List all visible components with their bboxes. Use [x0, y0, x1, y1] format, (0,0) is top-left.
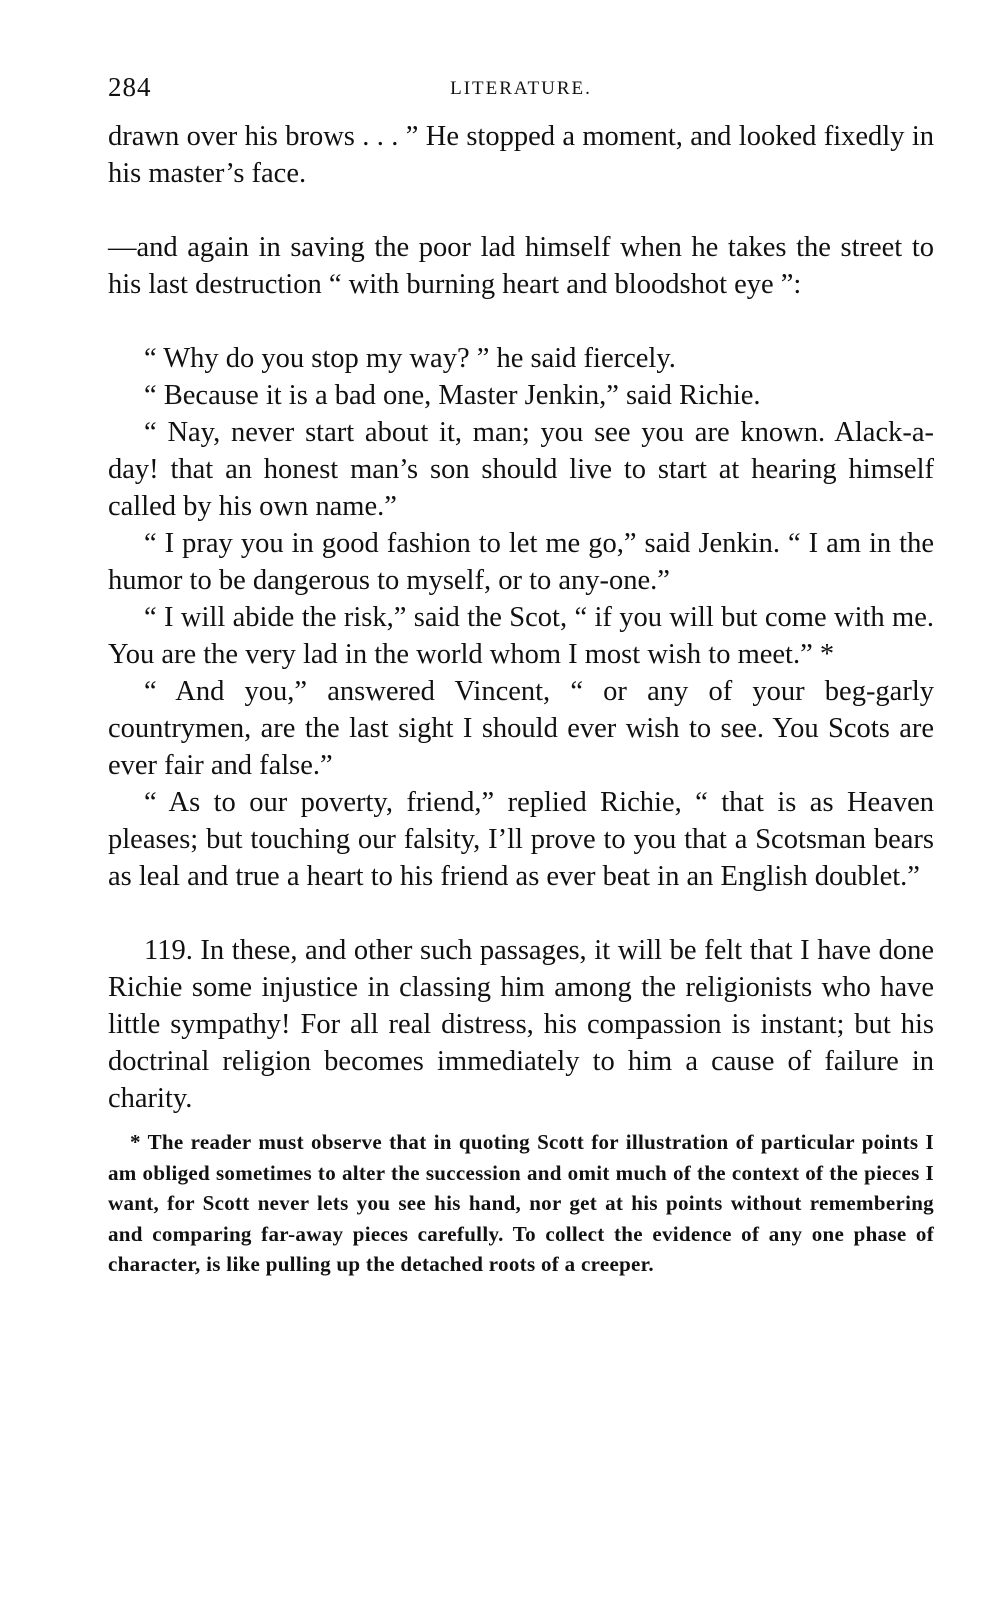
page-number: 284: [108, 72, 152, 102]
footnote: * The reader must observe that in quoting Scott for illustration of particular points I am obliged sometimes to alter the succession and omit much of the context of the pieces I want, for Scott never lets you see his hand, nor get at his points without remembering and comparing far-away pieces carefully. To collect the evidence of any one phase of character, is like pulling up the detached roots of a creeper.: [108, 1130, 934, 1276]
dialogue-line: “ Why do you stop my way? ” he said fiercely.: [144, 343, 676, 374]
quoted-dialogue: [108, 340, 934, 895]
dialogue-line: “ I will abide the risk,” said the Scot, “ if you will but come with me. You are the very lad in the world whom I most wish to meet.” *: [108, 602, 934, 670]
running-head: LITERATURE.: [450, 78, 592, 99]
page-header: [108, 70, 934, 110]
dialogue-line: “ Nay, never start about it, man; you see you are known. Alack-a-day! that an honest man’s son should live to start at hearing himself called by his own name.”: [108, 417, 934, 522]
dialogue-line: “ As to our poverty, friend,” replied Richie, “ that is as Heaven pleases; but touching our falsity, I’ll prove to you that a Scotsman bears as leal and true a heart to his friend as ever beat in an English doublet.”: [108, 787, 934, 892]
body-text: [108, 118, 934, 1117]
dialogue-line: “ And you,” answered Vincent, “ or any of your beg-garly countrymen, are the last sight I should ever wish to see. You Scots are ever fair and false.”: [108, 676, 934, 781]
section-119-paragraph: 119. In these, and other such passages, it will be felt that I have done Richie some injustice in classing him among the religionists who have little sympathy! For all real distress, his compassion is instant; but his doctrinal religion becomes immediately to him a cause of failure in charity.: [108, 935, 934, 1114]
dialogue-line: “ I pray you in good fashion to let me go,” said Jenkin. “ I am in the humor to be dangerous to myself, or to any-one.”: [108, 528, 934, 596]
book-page: [108, 70, 934, 1301]
intro-paragraph: —and again in saving the poor lad himself when he takes the street to his last destruction “ with burning heart and bloodshot eye ”:: [108, 232, 934, 300]
continuation-paragraph: drawn over his brows . . . ” He stopped a moment, and looked fixedly in his master’s face.: [108, 121, 934, 189]
dialogue-line: “ Because it is a bad one, Master Jenkin,” said Richie.: [144, 380, 761, 411]
